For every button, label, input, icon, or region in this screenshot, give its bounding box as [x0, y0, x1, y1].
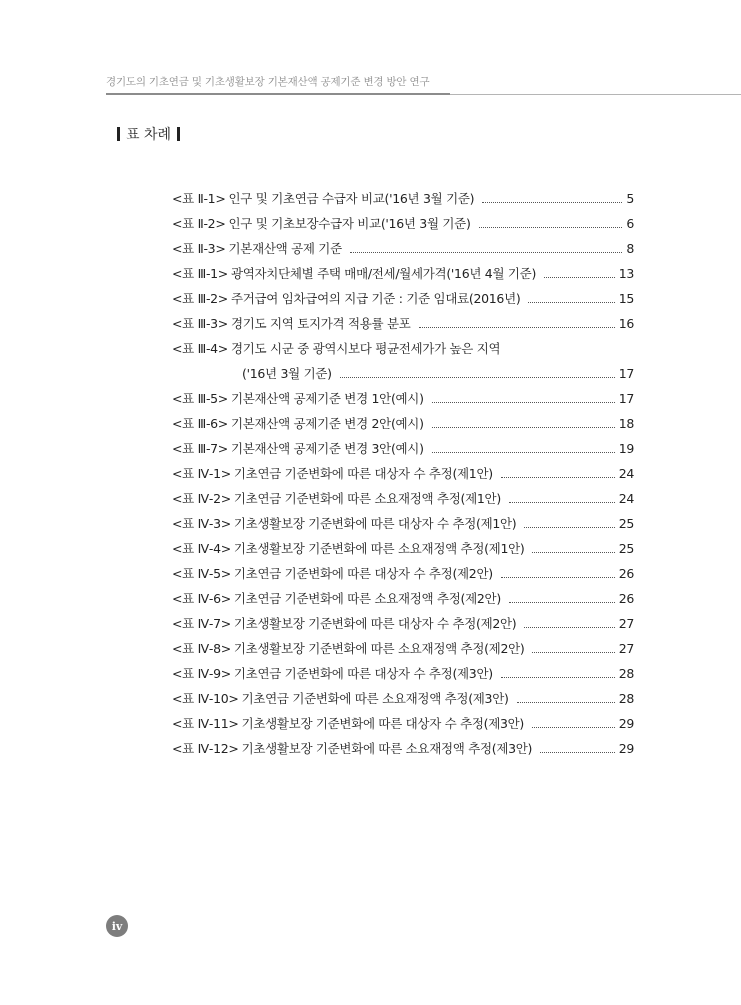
section-title [117, 124, 180, 144]
toc-entry-continuation[interactable] [172, 361, 634, 386]
toc-entry-page: 26 [618, 591, 634, 606]
toc-entry-title: 기본재산액 공제기준 변경 2안(예시) [230, 416, 424, 431]
toc-entry[interactable] [172, 461, 634, 486]
toc-entry-page: 28 [618, 691, 634, 706]
toc-entry-title: 기초연금 기준변화에 따른 대상자 수 추정(제2안) [233, 566, 493, 581]
toc-entry[interactable] [172, 386, 634, 411]
toc-entry-page: 17 [618, 366, 634, 381]
toc-entry[interactable] [172, 486, 634, 511]
toc-entry-prefix: <표 Ⅱ-1> [172, 191, 226, 206]
toc-leader-dots [501, 477, 615, 478]
toc-entry[interactable] [172, 261, 634, 286]
toc-entry[interactable] [172, 436, 634, 461]
toc-entry-page: 24 [618, 466, 634, 481]
toc-entry-title: 기초연금 기준변화에 따른 소요재정액 추정(제3안) [241, 691, 509, 706]
toc-entry-prefix: <표 Ⅲ-6> [172, 416, 228, 431]
toc-entry-title: 기초생활보장 기준변화에 따른 대상자 수 추정(제3안) [241, 716, 525, 731]
title-bar-right [177, 127, 180, 141]
toc-entry[interactable] [172, 336, 634, 361]
toc-entry-page: 29 [618, 741, 634, 756]
toc-entry-label [172, 636, 524, 661]
toc-entry-label [172, 661, 493, 686]
toc-entry[interactable] [172, 711, 634, 736]
toc-entry-page: 25 [618, 516, 634, 531]
toc-entry-page: 19 [618, 441, 634, 456]
toc-leader-dots [501, 677, 615, 678]
toc-entry-title: 기본재산액 공제기준 변경 3안(예시) [230, 441, 424, 456]
toc-leader-dots [340, 377, 615, 378]
toc-entry-prefix: <표 Ⅳ-5> [172, 566, 231, 581]
toc-leader-dots [432, 402, 615, 403]
toc-entry-prefix: <표 Ⅳ-8> [172, 641, 231, 656]
toc-entry-label [172, 186, 474, 211]
toc-entry-page: 24 [618, 491, 634, 506]
toc-entry-title: 기초생활보장 기준변화에 따른 소요재정액 추정(제1안) [233, 541, 525, 556]
toc-entry-title: 기본재산액 공제기준 변경 1안(예시) [230, 391, 424, 406]
toc-entry[interactable] [172, 586, 634, 611]
toc-entry[interactable] [172, 236, 634, 261]
toc-entry-page: 29 [618, 716, 634, 731]
toc-entry-prefix: <표 Ⅳ-12> [172, 741, 239, 756]
toc-entry-title: 경기도 지역 토지가격 적용률 분포 [230, 316, 411, 331]
toc-leader-dots [482, 202, 622, 203]
running-header: 경기도의 기초연금 및 기초생활보장 기본재산액 공제기준 변경 방안 연구 [106, 76, 430, 88]
section-title-text: 표 차례 [126, 127, 172, 143]
toc-entry-prefix: <표 Ⅱ-3> [172, 241, 226, 256]
toc-entry[interactable] [172, 411, 634, 436]
header-rule-dark [106, 93, 450, 95]
toc-entry-prefix: <표 Ⅳ-1> [172, 466, 231, 481]
toc-entry[interactable] [172, 611, 634, 636]
toc-leader-dots [517, 702, 615, 703]
toc-entry[interactable] [172, 561, 634, 586]
toc-entry[interactable] [172, 311, 634, 336]
toc-entry-label [172, 511, 516, 536]
toc-entry-prefix: <표 Ⅲ-3> [172, 316, 228, 331]
toc-leader-dots [532, 552, 614, 553]
toc-entry-prefix: <표 Ⅳ-11> [172, 716, 239, 731]
toc-entry-label [172, 586, 501, 611]
toc-leader-dots [524, 527, 614, 528]
toc-entry-page: 16 [618, 316, 634, 331]
toc-entry-title: 기초연금 기준변화에 따른 소요재정액 추정(제2안) [233, 591, 501, 606]
toc-entry-label [172, 486, 501, 511]
toc-entry-label [172, 436, 424, 461]
toc-leader-dots [350, 252, 623, 253]
toc-entry-title: 인구 및 기초연금 수급자 비교('16년 3월 기준) [228, 191, 475, 206]
toc-entry-prefix: <표 Ⅲ-5> [172, 391, 228, 406]
toc-entry-page: 27 [618, 641, 634, 656]
toc-leader-dots [509, 602, 615, 603]
toc-entry-prefix: <표 Ⅲ-1> [172, 266, 228, 281]
toc-entry[interactable] [172, 686, 634, 711]
toc-entry-prefix: <표 Ⅲ-7> [172, 441, 228, 456]
toc-entry-prefix: <표 Ⅳ-2> [172, 491, 231, 506]
toc-entry-label [172, 386, 424, 411]
toc-entry-label [172, 311, 411, 336]
table-of-contents [172, 186, 634, 761]
toc-leader-dots [544, 277, 615, 278]
toc-leader-dots [532, 727, 615, 728]
toc-entry-page: 27 [618, 616, 634, 631]
toc-entry[interactable] [172, 661, 634, 686]
toc-entry-page: 26 [618, 566, 634, 581]
title-bar-left [117, 127, 120, 141]
toc-leader-dots [528, 302, 614, 303]
toc-entry[interactable] [172, 511, 634, 536]
toc-entry-label [172, 561, 493, 586]
toc-entry-title: 기초연금 기준변화에 따른 대상자 수 추정(제3안) [233, 666, 493, 681]
toc-entry[interactable] [172, 636, 634, 661]
toc-entry-title: 인구 및 기초보장수급자 비교('16년 3월 기준) [228, 216, 471, 231]
toc-entry-prefix: <표 Ⅳ-6> [172, 591, 231, 606]
toc-entry-prefix: <표 Ⅳ-7> [172, 616, 231, 631]
toc-entry-page: 28 [618, 666, 634, 681]
toc-entry-page: 17 [618, 391, 634, 406]
toc-entry-continuation-text: ('16년 3월 기준) [242, 366, 332, 381]
toc-entry-label [172, 711, 524, 736]
toc-entry-label [172, 611, 516, 636]
toc-entry-page: 25 [618, 541, 634, 556]
toc-leader-dots [532, 652, 614, 653]
toc-entry-title: 기초생활보장 기준변화에 따른 소요재정액 추정(제2안) [233, 641, 525, 656]
toc-entry-title: 경기도 시군 중 광역시보다 평균전세가가 높은 지역 [230, 341, 501, 356]
toc-leader-dots [540, 752, 615, 753]
toc-leader-dots [432, 452, 615, 453]
toc-entry-prefix: <표 Ⅳ-4> [172, 541, 231, 556]
toc-entry-label [172, 736, 532, 761]
toc-entry-label [172, 536, 524, 561]
toc-entry-title: 기초연금 기준변화에 따른 대상자 수 추정(제1안) [233, 466, 493, 481]
toc-entry-title: 기초생활보장 기준변화에 따른 대상자 수 추정(제1안) [233, 516, 517, 531]
toc-entry-label [172, 211, 471, 236]
toc-entry-label [172, 236, 342, 261]
toc-entry-title: 광역자치단체별 주택 매매/전세/월세가격('16년 4월 기준) [230, 266, 537, 281]
toc-entry[interactable] [172, 736, 634, 761]
toc-entry-prefix: <표 Ⅲ-2> [172, 291, 228, 306]
toc-entry-title: 기본재산액 공제 기준 [228, 241, 342, 256]
toc-entry-prefix: <표 Ⅳ-3> [172, 516, 231, 531]
toc-leader-dots [524, 627, 614, 628]
toc-entry-page: 15 [618, 291, 634, 306]
toc-entry-title: 기초생활보장 기준변화에 따른 소요재정액 추정(제3안) [241, 741, 533, 756]
toc-entry-page: 6 [626, 216, 634, 231]
toc-entry[interactable] [172, 536, 634, 561]
toc-entry-page: 13 [618, 266, 634, 281]
toc-leader-dots [501, 577, 615, 578]
toc-entry[interactable] [172, 286, 634, 311]
toc-entry-label [172, 411, 424, 436]
toc-entry-prefix: <표 Ⅱ-2> [172, 216, 226, 231]
toc-entry-label [172, 336, 500, 361]
toc-entry-page: 18 [618, 416, 634, 431]
toc-leader-dots [479, 227, 623, 228]
toc-entry-title: 기초생활보장 기준변화에 따른 대상자 수 추정(제2안) [233, 616, 517, 631]
toc-entry-label [172, 461, 493, 486]
toc-entry-title: 기초연금 기준변화에 따른 소요재정액 추정(제1안) [233, 491, 501, 506]
toc-entry-prefix: <표 Ⅳ-10> [172, 691, 239, 706]
toc-entry-title: 주거급여 임차급여의 지급 기준 : 기준 임대료(2016년) [230, 291, 521, 306]
toc-leader-dots [509, 502, 615, 503]
toc-entry-page: 5 [626, 191, 634, 206]
toc-leader-dots [432, 427, 615, 428]
toc-entry-label [172, 686, 509, 711]
toc-entry-page: 8 [626, 241, 634, 256]
toc-entry[interactable] [172, 186, 634, 211]
toc-entry-label [172, 286, 520, 311]
header-rule-light [450, 94, 741, 95]
page-number-badge: iv [106, 915, 128, 937]
toc-entry-prefix: <표 Ⅲ-4> [172, 341, 228, 356]
toc-entry[interactable] [172, 211, 634, 236]
toc-entry-prefix: <표 Ⅳ-9> [172, 666, 231, 681]
toc-leader-dots [419, 327, 615, 328]
toc-entry-label [172, 261, 536, 286]
